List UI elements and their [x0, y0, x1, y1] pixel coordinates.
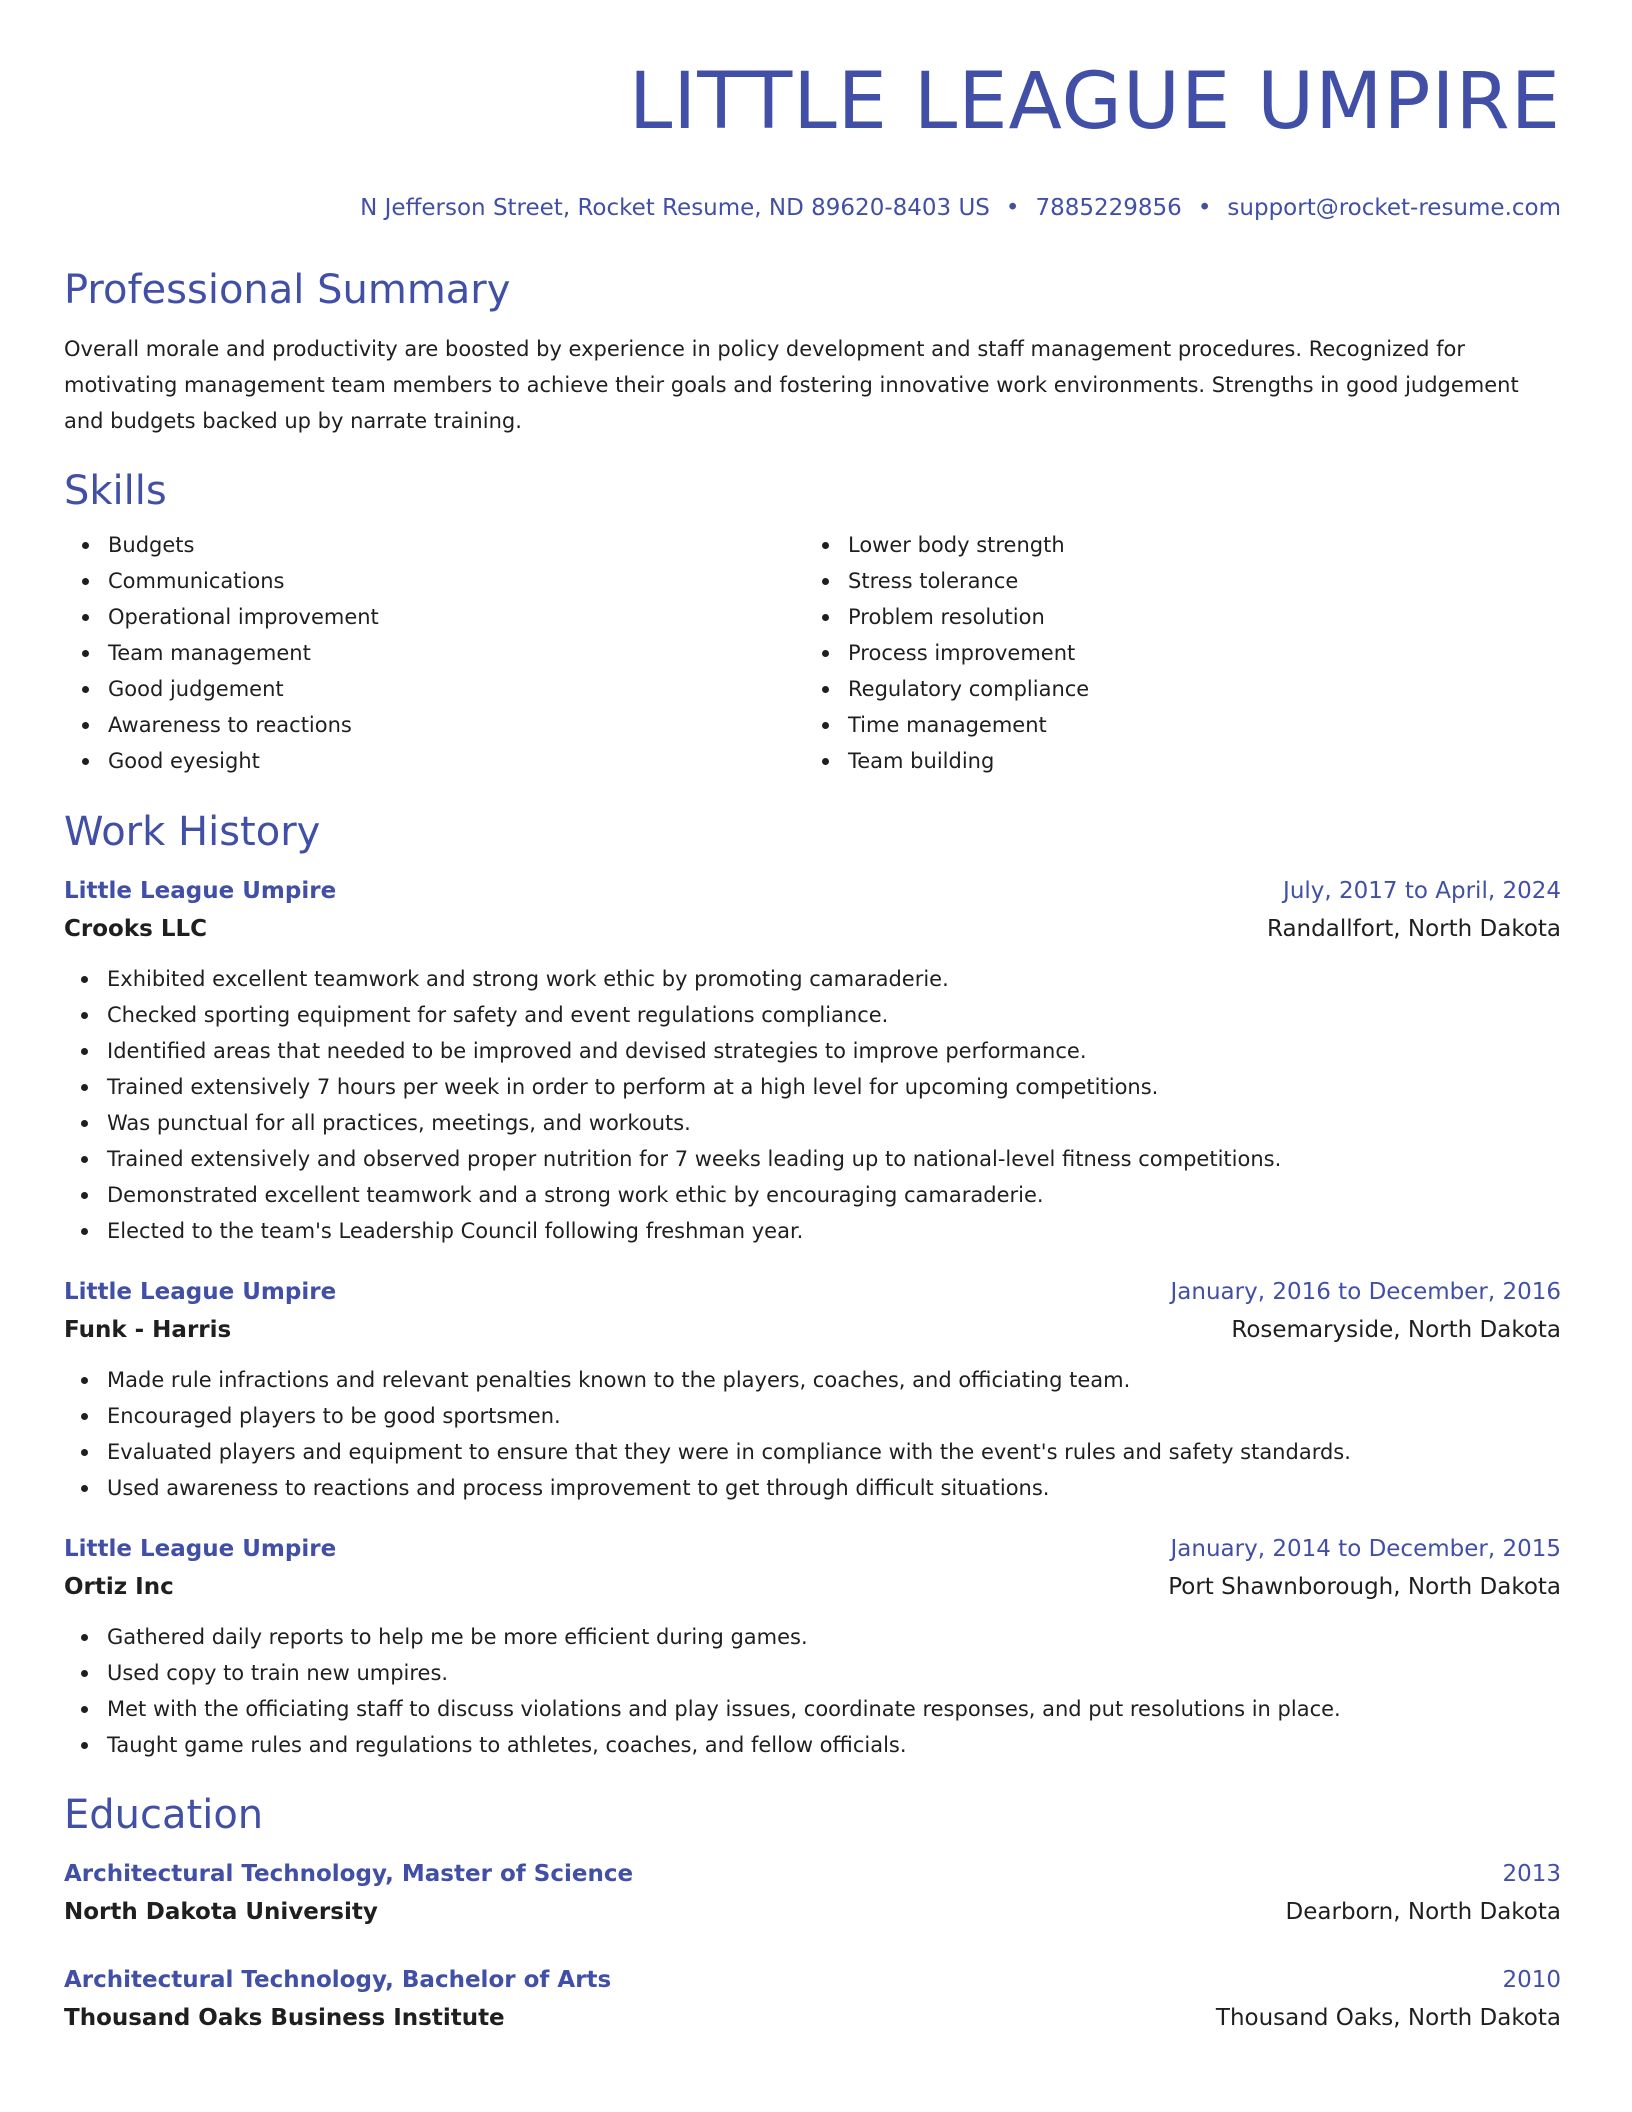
skill-item: Good eyesight — [108, 743, 804, 779]
separator-bullet: • — [1005, 195, 1020, 221]
summary-heading: Professional Summary — [64, 267, 511, 313]
job-location: Randallfort, North Dakota — [1266, 916, 1561, 942]
work-history-heading: Work History — [64, 809, 321, 855]
skills-column-left — [64, 527, 804, 779]
school-name: North Dakota University — [64, 1899, 378, 1925]
job-title: Little League Umpire — [64, 1536, 337, 1562]
company-name: Funk - Harris — [64, 1317, 232, 1343]
separator-bullet: • — [1197, 195, 1212, 221]
job-bullet: Trained extensively 7 hours per week in order to perform at a high level for upcoming competitions. — [107, 1069, 1561, 1105]
resume-page — [64, 0, 1561, 2037]
address-text: N Jefferson Street, Rocket Resume, ND 89620-8403 US — [360, 195, 990, 221]
skill-item: Process improvement — [848, 635, 1561, 671]
job-bullet: Used copy to train new umpires. — [107, 1655, 1561, 1691]
skills-list — [64, 527, 1561, 779]
job-bullet: Used awareness to reactions and process improvement to get through difficult situations. — [107, 1470, 1561, 1506]
school-name: Thousand Oaks Business Institute — [64, 2005, 505, 2031]
school-location: Dearborn, North Dakota — [1285, 1899, 1561, 1925]
job-entry — [64, 872, 1561, 1249]
skill-item: Good judgement — [108, 671, 804, 707]
skill-item: Regulatory compliance — [848, 671, 1561, 707]
job-bullets — [64, 1619, 1561, 1763]
skill-item: Lower body strength — [848, 527, 1561, 563]
job-bullet: Demonstrated excellent teamwork and a strong work ethic by encouraging camaraderie. — [107, 1177, 1561, 1213]
job-location: Rosemaryside, North Dakota — [1231, 1317, 1561, 1343]
summary-text: Overall morale and productivity are boosted by experience in policy development and staff management procedures. Recognized for motivating management team members to achieve their goals and fostering innovative work environments. Strengths in good judgement and budgets backed up by narrate training. — [64, 337, 1519, 433]
degree-title: Architectural Technology, Bachelor of Arts — [64, 1967, 612, 1993]
job-bullet: Gathered daily reports to help me be more efficient during games. — [107, 1619, 1561, 1655]
skill-item: Stress tolerance — [848, 563, 1561, 599]
graduation-year: 2010 — [1502, 1967, 1561, 1993]
candidate-name: LITTLE LEAGUE UMPIRE — [628, 57, 1561, 147]
graduation-year: 2013 — [1502, 1861, 1561, 1887]
skill-item: Operational improvement — [108, 599, 804, 635]
job-title: Little League Umpire — [64, 1279, 337, 1305]
job-location: Port Shawnborough, North Dakota — [1168, 1574, 1561, 1600]
job-dates: January, 2014 to December, 2015 — [1170, 1536, 1561, 1562]
job-entry — [64, 1530, 1561, 1763]
job-bullet: Taught game rules and regulations to athletes, coaches, and fellow officials. — [107, 1727, 1561, 1763]
skill-item: Team building — [848, 743, 1561, 779]
company-name: Ortiz Inc — [64, 1574, 174, 1600]
skill-item: Communications — [108, 563, 804, 599]
job-bullet: Was punctual for all practices, meetings, and workouts. — [107, 1105, 1561, 1141]
skill-item: Budgets — [108, 527, 804, 563]
skill-item: Awareness to reactions — [108, 707, 804, 743]
job-bullet: Trained extensively and observed proper nutrition for 7 weeks leading up to national-level fitness competitions. — [107, 1141, 1561, 1177]
job-title: Little League Umpire — [64, 878, 337, 904]
skill-item: Problem resolution — [848, 599, 1561, 635]
job-entry — [64, 1273, 1561, 1506]
phone-text: 7885229856 — [1035, 195, 1182, 221]
job-bullets — [64, 961, 1561, 1249]
job-bullet: Exhibited excellent teamwork and strong work ethic by promoting camaraderie. — [107, 961, 1561, 997]
job-bullets — [64, 1362, 1561, 1506]
job-bullet: Identified areas that needed to be improved and devised strategies to improve performance. — [107, 1033, 1561, 1069]
skill-item: Team management — [108, 635, 804, 671]
school-location: Thousand Oaks, North Dakota — [1215, 2005, 1561, 2031]
degree-title: Architectural Technology, Master of Science — [64, 1861, 634, 1887]
contact-line — [64, 192, 1561, 224]
job-dates: July, 2017 to April, 2024 — [1283, 878, 1561, 904]
job-dates: January, 2016 to December, 2016 — [1170, 1279, 1561, 1305]
job-bullet: Encouraged players to be good sportsmen. — [107, 1398, 1561, 1434]
job-bullet: Elected to the team's Leadership Council following freshman year. — [107, 1213, 1561, 1249]
email-link[interactable]: support@rocket-resume.com — [1227, 195, 1561, 221]
skill-item: Time management — [848, 707, 1561, 743]
education-entry — [64, 1961, 1561, 2037]
skills-column-right — [804, 527, 1561, 779]
job-bullet: Evaluated players and equipment to ensure that they were in compliance with the event's rules and safety standards. — [107, 1434, 1561, 1470]
job-bullet: Made rule infractions and relevant penalties known to the players, coaches, and officiating team. — [107, 1362, 1561, 1398]
education-heading: Education — [64, 1792, 264, 1838]
job-bullet: Met with the officiating staff to discuss violations and play issues, coordinate responses, and put resolutions in place. — [107, 1691, 1561, 1727]
company-name: Crooks LLC — [64, 916, 208, 942]
education-entry — [64, 1855, 1561, 1931]
job-bullet: Checked sporting equipment for safety and event regulations compliance. — [107, 997, 1561, 1033]
skills-heading: Skills — [64, 468, 167, 514]
